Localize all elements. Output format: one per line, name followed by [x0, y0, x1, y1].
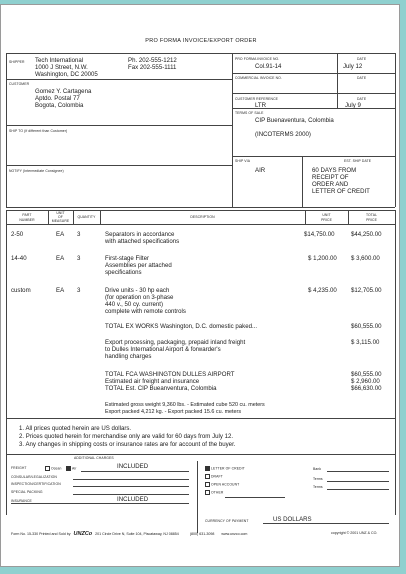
customer-line1: Gomez Y. Cartagena — [35, 88, 92, 95]
draft-checkbox[interactable] — [205, 474, 210, 479]
letter-of-credit-option[interactable]: LETTER OF CREDIT — [205, 466, 245, 471]
shipper-city: Washington, DC 20005 — [35, 71, 98, 78]
invoice-date-label: DATE — [357, 57, 367, 61]
freight-label: FREIGHT — [11, 466, 27, 470]
bank-label: Bank — [313, 467, 322, 471]
item-2-part: 14-40 — [11, 255, 27, 262]
other-checkbox[interactable] — [205, 490, 210, 495]
draft-option[interactable]: DRAFT — [205, 474, 223, 479]
ship-via-label: SHIP VIA — [235, 159, 251, 163]
header-quantity: QUANTITY — [77, 215, 96, 219]
export-line-2: to Dulles International Airport & forwarder's — [105, 346, 221, 353]
est-ship-date-line3: ORDER AND — [312, 181, 349, 188]
item-2-qty: 3 — [77, 255, 81, 262]
export-line-1: Export processing, packaging, prepaid inland freight — [105, 339, 246, 346]
invoice-sheet — [0, 4, 400, 567]
customer-reference-date-label: DATE — [357, 97, 367, 101]
ocean-checkbox[interactable]: Ocean — [45, 466, 62, 471]
insurance-label: INSURANCE — [11, 499, 32, 503]
insurance-value: INCLUDED — [117, 496, 149, 503]
item-2-uom: EA — [56, 255, 65, 262]
commercial-invoice-date-label: DATE — [357, 76, 367, 80]
item-1-desc-1: Separators in accordance — [105, 231, 175, 238]
customer-line3: Bogota, Colombia — [35, 102, 84, 109]
item-3-unit-price: $ 4,235.00 — [308, 287, 337, 294]
charges-header: ADDITIONAL CHARGES — [74, 456, 114, 460]
open-account-option[interactable]: OPEN ACCOUNT — [205, 482, 239, 487]
item-1-desc-2: with attached specifications — [105, 238, 180, 245]
item-2-desc-2: Assemblies per attached — [105, 262, 172, 269]
item-1-total: $44,250.00 — [351, 231, 382, 238]
ex-works-line: TOTAL EX WORKS Washington, D.C. domestic paked... — [105, 323, 258, 330]
item-1-qty: 3 — [77, 231, 81, 238]
item-2-unit-price: $ 1,200.00 — [308, 255, 337, 262]
airfreight-total: $ 2,960.00 — [351, 378, 380, 385]
customer-reference-date-value: July 9 — [345, 102, 361, 109]
freight-value: INCLUDED — [117, 463, 149, 470]
item-1-unit-price: $14,750.00 — [304, 231, 335, 238]
item-3-total: $12,705.00 — [351, 287, 382, 294]
weight-line: Estimated gross weight 9,360 lbs. - Estimated cube 520 cu. meters — [105, 402, 265, 408]
customer-label: CUSTOMER — [9, 82, 30, 86]
fca-line: TOTAL FCA WASHINGTON DULLES AIRPORT — [105, 371, 235, 378]
item-3-part: custom — [11, 287, 31, 294]
item-3-desc-4: complete with remote controls — [105, 308, 186, 315]
customer-reference-value: LTR — [255, 102, 267, 109]
note-1: 1. All prices quoted herein are US dollars. — [19, 425, 132, 432]
ship-via-value: AIR — [255, 167, 266, 174]
item-2-desc-3: specifications — [105, 269, 142, 276]
item-1-part: 2-50 — [11, 231, 24, 238]
terms-of-sale-line2: (INCOTERMS 2000) — [255, 131, 311, 138]
footer-copyright: copyright © 2001 UNZ & CO. — [331, 531, 378, 535]
item-1-uom: EA — [56, 231, 65, 238]
terms-label-2: Terms — [313, 485, 323, 489]
fca-total: $60,555.00 — [351, 371, 382, 378]
item-3-desc-2: (for operation on 3-phase — [105, 294, 174, 301]
other-option[interactable]: OTHER — [205, 490, 223, 495]
item-3-desc-3: 440 v., 50 cy. current) — [105, 301, 164, 308]
cip-total: $66,630.00 — [351, 385, 382, 392]
item-3-qty: 3 — [77, 287, 81, 294]
est-ship-date-label: EST. SHIP DATE — [344, 159, 372, 163]
est-ship-date-line4: LETTER OF CREDIT — [312, 188, 370, 195]
item-3-desc-1: Drive units - 30 hp each — [105, 287, 170, 294]
terms-label-1: Terms — [313, 477, 323, 481]
packed-line: Export packed 4,212 kg. - Export packed 15.6 cu. meters — [105, 409, 242, 415]
footer-form-no: Form No. 15-330 Printed and Sold by UNZCo 201 Circle Drive N, Suite 104, Piscataway, NJ 08854 (800) 631-3098 www.unzco.com — [11, 531, 248, 537]
note-2: 2. Prices quoted herein for merchandise only are valid for 60 days from July 12. — [19, 433, 234, 440]
header-description: DESCRIPTION — [190, 215, 215, 219]
currency-label: CURRENCY OF PAYMENT — [205, 519, 249, 523]
export-line-3: handling charges — [105, 353, 152, 360]
shipper-fax: Fax 202-555-1111 — [128, 64, 177, 71]
header-part-number: PART NUMBER — [19, 213, 35, 222]
commercial-invoice-label: COMMERCIAL INVOICE NO. — [235, 76, 282, 80]
invoice-no-value: Col.91-14 — [255, 63, 282, 70]
terms-of-sale-label: TERMS OF SALE — [235, 111, 264, 115]
header-total-price: TOTAL PRICE — [365, 213, 378, 222]
customer-reference-label: CUSTOMER REFERENCE — [235, 97, 278, 101]
customer-line2: Aptdo. Postal 77 — [35, 95, 80, 102]
consular-label: CONSULAR/LEGALIZATION — [11, 475, 57, 479]
ex-works-total: $60,555.00 — [351, 323, 382, 330]
open-account-checkbox[interactable] — [205, 482, 210, 487]
invoice-date-value: July 12 — [343, 63, 363, 70]
est-ship-date-line1: 60 DAYS FROM — [312, 167, 357, 174]
note-3: 3. Any changes in shipping costs or insurance rates are for account of the buyer. — [19, 441, 236, 448]
item-2-total: $ 3,600.00 — [351, 255, 380, 262]
est-ship-date-line2: RECEIPT OF — [312, 174, 349, 181]
header-unit-price: UNIT PRICE — [321, 213, 332, 222]
shipper-phone: Ph. 202-555-1212 — [128, 57, 177, 64]
invoice-no-label: PRO FORMA INVOICE NO. — [235, 57, 280, 61]
inspection-label: INSPECTION/CERTIFICATION — [11, 482, 61, 486]
cip-line: TOTAL Est. CIP Bueanventura, Colombia — [105, 385, 217, 392]
currency-value: US DOLLARS — [273, 516, 312, 523]
unzco-logo: UNZCo — [73, 531, 93, 537]
item-3-uom: EA — [56, 287, 65, 294]
header-unit-of-measure: UNIT OF MEASURE — [51, 211, 70, 224]
item-2-desc-1: First-stage Filter — [105, 255, 150, 262]
ship-to-label: SHIP TO (if different than Customer) — [9, 129, 68, 133]
shipper-name: Tech International — [35, 57, 84, 64]
airfreight-line: Estimated air freight and insurance — [105, 378, 200, 385]
form-title: PRO FORMA INVOICE/EXPORT ORDER — [145, 38, 257, 44]
special-packing-label: SPECIAL PACKING — [11, 490, 43, 494]
export-total: $ 3,115.00 — [351, 339, 380, 346]
terms-of-sale-line1: CIP Buenaventura, Colombia — [255, 117, 334, 124]
ocean-checkbox-box[interactable] — [45, 466, 50, 471]
shipper-label: SHIPPER — [9, 60, 25, 64]
letter-of-credit-checkbox[interactable] — [205, 466, 210, 471]
notify-label: NOTIFY (Intermediate Consignee) — [9, 169, 64, 173]
air-checkbox[interactable]: Air — [66, 466, 76, 471]
shipper-street: 1000 J Street, N.W. — [35, 64, 88, 71]
air-checkbox-box[interactable] — [66, 466, 71, 471]
